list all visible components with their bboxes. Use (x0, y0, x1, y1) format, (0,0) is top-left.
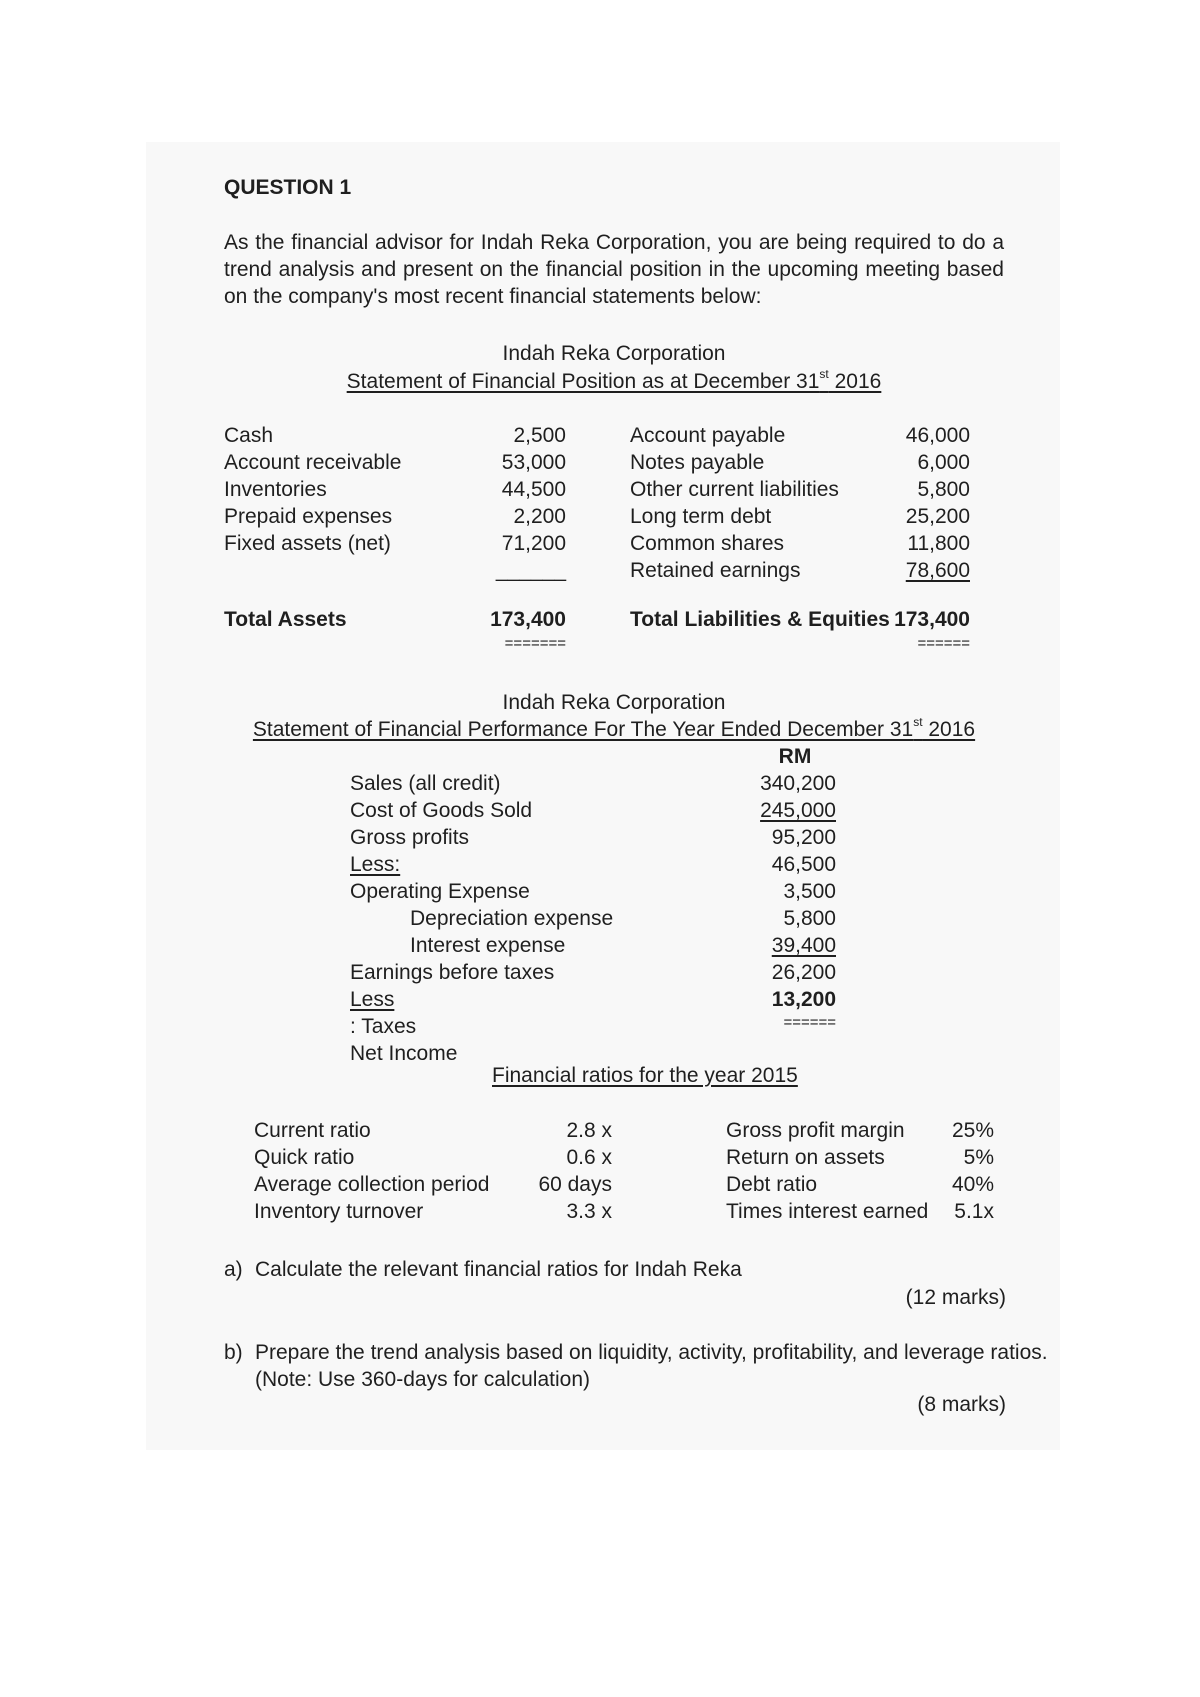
income-value: 3,500 (783, 880, 836, 903)
income-label: Cost of Goods Sold (350, 799, 533, 822)
total-liabilities-equities-label: Total Liabilities & Equities (630, 608, 890, 631)
asset-label: Cash (224, 424, 274, 447)
total-liabilities-equities-double-rule: ====== (917, 635, 970, 652)
income-label: Less : Taxes (350, 988, 417, 1038)
liability-value: 11,800 (907, 532, 970, 555)
ratio-label: Debt ratio (726, 1173, 818, 1196)
income-label: Earnings before taxes (350, 961, 555, 984)
question-heading: QUESTION 1 (224, 176, 352, 199)
liability-label: Long term debt (630, 505, 772, 528)
liability-labels (630, 422, 839, 584)
income-label: Interest expense (410, 934, 566, 957)
asset-subtotal-rule: ______ (495, 559, 566, 582)
income-value: 5,800 (783, 907, 836, 930)
income-label: Net Income (350, 1042, 458, 1065)
ratio-left-values (520, 1117, 612, 1225)
asset-label: Account receivable (224, 451, 402, 474)
ratio-value: 40% (951, 1173, 994, 1196)
question-b-text: Prepare the trend analysis based on liquidity, activity, profitability, and leverage ratios. (255, 1341, 1048, 1364)
liability-label: Retained earnings (630, 559, 801, 582)
ratio-value: 25% (951, 1119, 994, 1142)
income-value: 46,500 (771, 853, 836, 876)
liability-value: 46,000 (905, 424, 970, 447)
income-value: 39,400 (771, 934, 836, 957)
ratio-label: Current ratio (254, 1119, 371, 1142)
question-b-marks: (8 marks) (917, 1393, 1006, 1416)
asset-value: 71,200 (501, 532, 566, 555)
liability-value: 6,000 (917, 451, 970, 474)
asset-value: 2,200 (513, 505, 566, 528)
ratio-label: Return on assets (726, 1146, 885, 1169)
income-value: 26,200 (771, 961, 836, 984)
liability-label: Account payable (630, 424, 786, 447)
question-b-note: (Note: Use 360-days for calculation) (255, 1368, 590, 1391)
intro-paragraph: As the financial advisor for Indah Reka Corporation, you are being required to do a trend analysis and present on the financial position in the upcoming meeting based on the company's most recent financial statements below: (224, 231, 1004, 308)
sfperf-company: Indah Reka Corporation (502, 691, 726, 714)
question-b-marker: b) (224, 1341, 243, 1364)
income-value: 13,200 (771, 988, 836, 1011)
income-value: 340,200 (760, 772, 836, 795)
total-assets-label: Total Assets (224, 608, 347, 631)
asset-value: 2,500 (513, 424, 566, 447)
total-liabilities-equities-value: 173,400 (894, 608, 970, 631)
liability-value: 78,600 (905, 559, 970, 582)
asset-value: 44,500 (501, 478, 566, 501)
ratios-title: Financial ratios for the year 2015 (492, 1064, 798, 1087)
sfp-company: Indah Reka Corporation (502, 342, 726, 365)
asset-value: 53,000 (501, 451, 566, 474)
income-label: Sales (all credit) (350, 772, 501, 795)
ratio-value: 5% (963, 1146, 994, 1169)
ratio-value: 0.6 x (566, 1146, 612, 1169)
net-income-double-rule: ====== (783, 1014, 836, 1031)
liability-label: Notes payable (630, 451, 765, 474)
sfp-title: Statement of Financial Position as at December 31st 2016 (346, 367, 882, 393)
income-labels (350, 770, 613, 1067)
question-a-marks: (12 marks) (905, 1286, 1006, 1309)
liability-value: 25,200 (905, 505, 970, 528)
ratio-right-labels (726, 1117, 928, 1225)
total-assets-double-rule: ======= (504, 635, 566, 652)
asset-values (440, 422, 566, 584)
income-label: Less: Operating Expense (350, 853, 530, 903)
question-a-text: Calculate the relevant financial ratios for Indah Reka (255, 1258, 742, 1281)
currency-header: RM (778, 745, 812, 768)
ratio-label: Average collection period (254, 1173, 490, 1196)
liability-value: 5,800 (917, 478, 970, 501)
asset-label: Inventories (224, 478, 327, 501)
ratio-left-labels (254, 1117, 489, 1225)
liability-values (880, 422, 970, 584)
income-label: Depreciation expense (410, 907, 614, 930)
ratio-label: Quick ratio (254, 1146, 355, 1169)
liability-label: Other current liabilities (630, 478, 839, 501)
ratio-value: 3.3 x (566, 1200, 612, 1223)
income-values (730, 770, 836, 1013)
total-assets-value: 173,400 (490, 608, 566, 631)
ratio-right-values (930, 1117, 994, 1225)
asset-labels (224, 422, 401, 557)
ratio-label: Times interest earned (726, 1200, 929, 1223)
liability-label: Common shares (630, 532, 785, 555)
sfperf-title: Statement of Financial Performance For The Year Ended December 31st 2016 (252, 715, 976, 741)
question-a-marker: a) (224, 1258, 243, 1281)
income-value: 95,200 (771, 826, 836, 849)
ratio-value: 5.1x (954, 1200, 994, 1223)
asset-label: Fixed assets (net) (224, 532, 391, 555)
income-value: 245,000 (760, 799, 836, 822)
asset-label: Prepaid expenses (224, 505, 393, 528)
ratio-value: 2.8 x (566, 1119, 612, 1142)
ratio-label: Inventory turnover (254, 1200, 424, 1223)
income-label: Gross profits (350, 826, 470, 849)
ratio-value: 60 days (538, 1173, 612, 1196)
ratio-label: Gross profit margin (726, 1119, 905, 1142)
